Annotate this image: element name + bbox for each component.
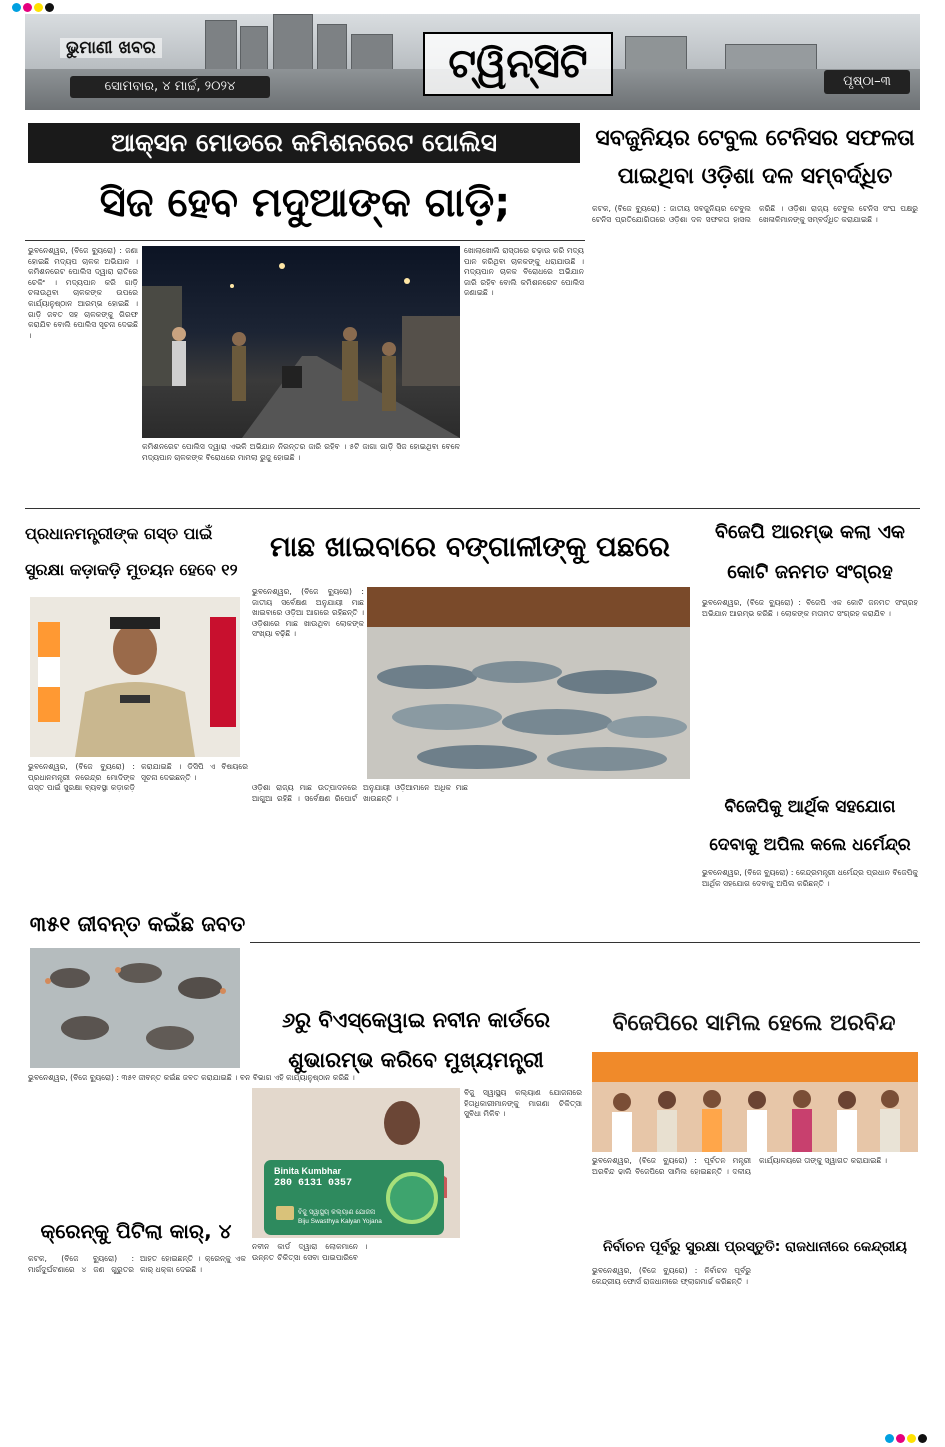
politicians-group-illustration [592, 1052, 918, 1152]
card-scheme-name: ବିଜୁ ସ୍ୱାସ୍ଥ୍ୟ କଲ୍ୟାଣ ଯୋଜନା [298, 1208, 376, 1216]
section-title: ଟ୍ୱିନ୍‌ସିଟି [423, 32, 613, 96]
divider [25, 508, 920, 509]
story10-headline: ନିର୍ବାଚନ ପୂର୍ବରୁ ସୁରକ୍ଷା ପ୍ରସ୍ତୁତି: ରାଜଧାନୀରେ କେନ୍ଦ୍ରୀୟ [603, 1239, 907, 1255]
story2-headline: ସବଜୁନିୟର ଟେବୁଲ ଟେନିସର ସଫଳତା ପାଇଥିବା ଓଡ଼ିଶା ଦଳ ସମ୍ବର୍ଦ୍ଧିତ [595, 126, 915, 189]
story2-body: କଟକ, (ବିଜେ ବ୍ୟୁରୋ) : ଜାତୀୟ ସବଜୁନିୟର ଟେବୁଲ ଟେନିସ ପ୍ରତିଯୋଗିତାରେ ଓଡ଼ିଶା ଦଳ ସଫଳତା ହାସଲ କରିଛି । ଓଡ଼ିଶା ରାଜ୍ୟ ଟେବୁଲ ଟେନିସ ସଂଘ ପକ୍ଷରୁ ଖେଳାଳିମାନଙ୍କୁ ସମ୍ବର୍ଦ୍ଧିତ କରାଯାଇଛି । [592, 204, 918, 224]
turtles-illustration [30, 948, 240, 1068]
story4-body: ଭୁବନେଶ୍ୱର, (ବିଜେ ବ୍ୟୁରୋ) : ୩୫୧ ଜୀବନ୍ତ କଇଁଛ ଜବତ କରାଯାଇଛି । ବନ ବିଭାଗ ଏହି କାର୍ଯ୍ୟାନୁଷ୍ଠାନ କରିଛି । [28, 1073, 355, 1082]
story1-body-left: ଭୁବନେଶ୍ୱର, (ବିଜେ ବ୍ୟୁରୋ) : ଜଣା ହୋଇଛି ମଦ୍ୟପ ଚାଳକ ଅଭିଯାନ । କମିଶନରେଟ ପୋଲିସ ଦ୍ୱାରା ରାତିରେ ଚେକିଂ । ମଦ୍ୟପାନ କରି ଗାଡ଼ି ଚଳାଉଥିବା ଚାଳକଙ୍କ ଉପରେ କାର୍ଯ୍ୟାନୁଷ୍ଠାନ ଆରମ୍ଭ ହୋଇଛି । ଗାଡ଼ି ଜବତ ସହ ଚାଳକଙ୍କୁ ଗିରଫ କରାଯିବ ବୋଲି ପୋଲିସ ସୂଚନା ଦେଇଛି । [28, 246, 138, 340]
cmyk-yellow-dot [34, 3, 43, 12]
cmyk-cyan-dot [12, 3, 21, 12]
story1-night-police-photo [142, 246, 460, 438]
story6-body: ଭୁବନେଶ୍ୱର, (ବିଜେ ବ୍ୟୁରୋ) : ବିଜେପି ଏକ କୋଟି ଜନମତ ସଂଗ୍ରହ ଅଭିଯାନ ଆରମ୍ଭ କରିଛି । ଲୋକଙ୍କ ମତାମତ ସଂଗ୍ରହ କରାଯିବ । [702, 598, 918, 618]
story5-body-left: ଭୁବନେଶ୍ୱର, (ବିଜେ ବ୍ୟୁରୋ) : ଜାତୀୟ ସର୍ବେକ୍ଷଣ ଅନୁଯାୟୀ ମାଛ ଖାଇବାରେ ଓଡ଼ିଆ ଆଗରେ ରହିଛନ୍ତି । ଓଡ଼ିଶାରେ ମାଛ ଖାଉଥିବା ଲୋକଙ୍କ ସଂଖ୍ୟା ବଢ଼ିଛି । [252, 587, 364, 639]
fish-market-illustration [367, 587, 690, 779]
story4-turtles-photo [30, 948, 240, 1068]
story3-body: ଭୁବନେଶ୍ୱର, (ବିଜେ ବ୍ୟୁରୋ) : ପ୍ରଧାନମନ୍ତ୍ରୀ ନରେନ୍ଦ୍ର ମୋଦିଙ୍କ ଗସ୍ତ ପାଇଁ ସୁରକ୍ଷା ବ୍ୟବସ୍ଥା କଡ଼ାକଡ଼ି କରାଯାଇଛି । ଡିସିପି ଏ ବିଷୟରେ ସୂଚନା ଦେଇଛନ୍ତି । [28, 762, 248, 793]
story3-dcp-photo [30, 597, 240, 757]
cmyk-black-dot [45, 3, 54, 12]
story11-headline: କ୍ରେନ୍‌କୁ ପିଟିଲା କାର୍‌, ୪ [40, 1219, 232, 1243]
cmyk-magenta-dot [23, 3, 32, 12]
police-checking-illustration [142, 246, 460, 438]
story8-headline: ୬ରୁ ବିଏସ୍‌କେୱାଇ ନବୀନ କାର୍ଡରେ ଶୁଭାରମ୍ଭ କରିବେ ମୁଖ୍ୟମନ୍ତ୍ରୀ [281, 1008, 551, 1072]
story5-body-bottom: ଓଡ଼ିଶା ରାଜ୍ୟ ମାଛ ଉତ୍ପାଦନରେ ଆଗୁଆ ରହିଛି । ସର୍ବେକ୍ଷଣ ରିପୋର୍ଟ ଅନୁଯାୟୀ ଓଡ଼ିଆମାନେ ଅଧିକ ମାଛ ଖାଉଛନ୍ତି । [252, 783, 468, 803]
story9-headline: ବିଜେପିରେ ସାମିଲ ହେଲେ ଅରବିନ୍ଦ [590, 1003, 918, 1045]
story1-body-right: ଖୋଲାଖୋଲି ରାସ୍ତାରେ ଚଢ଼ାଉ କରି ମଦ୍ୟ ପାନ କରିଥିବା ଚାଳକଙ୍କୁ ଧରାଯାଉଛି । ମଦ୍ୟପାନ ଚାଳକ ବିରୋଧରେ ଅଭିଯାନ ଜାରି ରହିବ ବୋଲି କମିଶନରେଟ ପୋଲିସ ଜଣାଇଛି । [464, 246, 584, 298]
story7-body: ଭୁବନେଶ୍ୱର, (ବିଜେ ବ୍ୟୁରୋ) : କେନ୍ଦ୍ରମନ୍ତ୍ରୀ ଧର୍ମେନ୍ଦ୍ର ପ୍ରଧାନ ବିଜେପିକୁ ଆର୍ଥିକ ସହଯୋଗ ଦେବାକୁ ଅପିଲ କରିଛନ୍ତି । [702, 868, 918, 888]
brand-name: ଭୁମାଣୀ ଖବର [60, 38, 162, 58]
card-scheme-name-en: Biju Swasthya Kalyan Yojana [298, 1218, 382, 1225]
story6-headline: ବିଜେପି ଆରମ୍ଭ କଲା ଏକ କୋଟି ଜନମତ ସଂଗ୍ରହ [715, 521, 905, 583]
story1-body-photo-below: କମିଶନରେଟ ପୋଲିସ ଦ୍ୱାରା ଏଭଳି ଅଭିଯାନ ନିରନ୍ତର ଜାରି ରହିବ । ୫ଟି ଜାଗା ଗାଡ଼ି ସିଜ ହୋଇଥିବା ବେଳେ ମଦ୍ୟପାନ ଚାଳକଙ୍କ ବିରୋଧରେ ମାମଲା ରୁଜୁ ହୋଇଛି । [142, 442, 460, 462]
divider [25, 240, 585, 241]
story1-kicker: ଆକ୍ସନ ମୋଡରେ କମିଶନରେଟ ପୋଲିସ [28, 123, 580, 163]
story9-joining-photo [592, 1052, 918, 1152]
story11-body: କଟକ, (ବିଜେ ବ୍ୟୁରୋ) : ମାର୍ଗଦୁର୍ଘଟଣାରେ ୪ ଜଣ ଗୁରୁତର ଆହତ ହୋଇଛନ୍ତି । କ୍ରେନ୍‌କୁ ଏକ କାର୍‌ ଧକ୍କା ଦେଇଛି । [28, 1254, 246, 1274]
story8-card-photo [252, 1088, 460, 1238]
page-number: ପୃଷ୍ଠା–୩ [824, 70, 910, 94]
story3-headline: ପ୍ରଧାନମନ୍ତ୍ରୀଙ୍କ ଗସ୍ତ ପାଇଁ ସୁରକ୍ଷା କଡ଼ାକଡ଼ି ମୁତୟନ ହେବେ ୧୨ [25, 524, 238, 579]
dcp-portrait [30, 597, 240, 757]
divider [250, 942, 920, 943]
story1-headline: ସିଜ ହେବ ମଦୁଆଙ୍କ ଗାଡ଼ି; [99, 180, 511, 226]
story10-body: ଭୁବନେଶ୍ୱର, (ବିଜେ ବ୍ୟୁରୋ) : ନିର୍ବାଚନ ପୂର୍ବରୁ କେନ୍ଦ୍ରୀୟ ଫୋର୍ସ ରାଜଧାନୀରେ ଫ୍ଲାଗମାର୍ଚ୍ଚ କରିଛନ୍ତି । [592, 1266, 751, 1286]
story8-body-bottom: ନବୀନ କାର୍ଡ ଦ୍ୱାରା ଲୋକମାନେ ଉନ୍ନତ ଚିକିତ୍ସା ସେବା ପାଇପାରିବେ । [252, 1242, 368, 1262]
card-holder-name: Binita Kumbhar [274, 1166, 342, 1176]
story4-headline: ୩୫୧ ଜୀବନ୍ତ କଇଁଛ ଜବତ [29, 912, 246, 936]
story5-headline: ମାଛ ଖାଇବାରେ ବଙ୍ଗାଳୀଙ୍କୁ ପଛରେ [270, 530, 670, 563]
card-number: 280 6131 0357 [274, 1178, 353, 1189]
story7-headline: ବିଜେପିକୁ ଆର୍ଥିକ ସହଯୋଗ ଦେବାକୁ ଅପିଲ କଲେ ଧର୍ମେନ୍ଦ୍ର [709, 797, 911, 855]
issue-date: ସୋମବାର, ୪ ମାର୍ଚ୍ଚ, ୨୦୨୪ [70, 76, 270, 98]
story8-body-right: ବିଜୁ ସ୍ୱାସ୍ଥ୍ୟ କଲ୍ୟାଣ ଯୋଜନାରେ ହିତାଧିକାରୀମାନଙ୍କୁ ମାଗଣା ଚିକିତ୍ସା ସୁବିଧା ମିଳିବ । [464, 1088, 582, 1119]
story5-fish-market-photo [367, 587, 690, 779]
story9-body: ଭୁବନେଶ୍ୱର, (ବିଜେ ବ୍ୟୁରୋ) : ପୂର୍ବତନ ମନ୍ତ୍ରୀ ଅରବିନ୍ଦ ଢାଲି ବିଜେପିରେ ସାମିଲ ହୋଇଛନ୍ତି । ଦଳୀୟ କାର୍ଯ୍ୟାଳୟରେ ତାଙ୍କୁ ସ୍ୱାଗତ କରାଯାଇଛି । [592, 1156, 888, 1176]
cmyk-marks-top [12, 3, 54, 12]
cmyk-black-dot [918, 1434, 927, 1443]
